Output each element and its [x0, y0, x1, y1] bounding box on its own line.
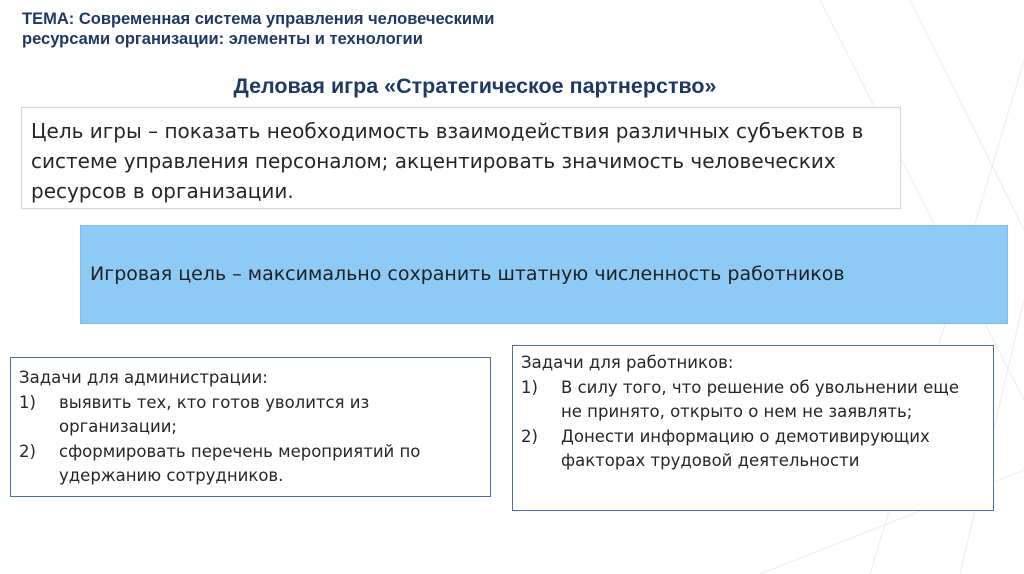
worker-task-text-line2: факторах трудовой деятельности	[561, 451, 860, 470]
topic-heading	[22, 9, 642, 49]
topic-label: ТЕМА:	[22, 10, 75, 28]
worker-task-text-line1: Донести информацию о демотивирующих	[561, 426, 930, 446]
game-title: Деловая игра «Стратегическое партнерство»	[233, 74, 717, 98]
goal-line-2: системе управления персоналом; акцентировать значимость человеческих	[31, 149, 836, 173]
goal-line-1: Цель игры – показать необходимость взаимодействия различных субъектов в	[31, 119, 864, 143]
admin-task-text-line2: организации;	[59, 417, 177, 436]
game-goal-box	[21, 107, 901, 209]
topic-text-line2: ресурсами организации: элементы и технологии	[22, 30, 423, 48]
goal-line-3: ресурсов в организации.	[31, 179, 294, 203]
game-objective-text: Игровая цель – максимально сохранить штатную численность работников	[90, 263, 845, 285]
admin-task-text-line1: выявить тех, кто готов уволится из	[59, 392, 370, 412]
worker-task-text	[561, 425, 985, 474]
topic-text-line1: Современная система управления человеческими	[78, 10, 495, 28]
worker-tasks-heading: Задачи для работников:	[521, 353, 734, 372]
admin-task-item	[19, 440, 482, 489]
worker-task-number: 1)	[521, 377, 538, 397]
admin-tasks-box	[10, 357, 491, 497]
admin-task-number: 2)	[19, 441, 36, 461]
admin-task-text	[59, 391, 482, 440]
worker-task-item	[521, 425, 985, 474]
admin-task-text-line2: удержанию сотрудников.	[59, 466, 284, 485]
worker-task-text-line2: не принято, открыто о нем не заявлять;	[561, 402, 913, 421]
admin-task-item	[19, 391, 482, 440]
game-objective-banner	[80, 225, 1008, 324]
admin-task-number: 1)	[19, 392, 36, 412]
worker-task-text	[561, 376, 985, 425]
worker-task-text-line1: В силу того, что решение об увольнении еще	[561, 377, 959, 397]
worker-tasks-box	[512, 345, 994, 511]
admin-task-text-line1: сформировать перечень мероприятий по	[59, 441, 421, 461]
admin-task-text	[59, 440, 482, 489]
worker-task-item	[521, 376, 985, 425]
worker-task-number: 2)	[521, 426, 538, 446]
admin-tasks-heading: Задачи для администрации:	[19, 368, 268, 387]
